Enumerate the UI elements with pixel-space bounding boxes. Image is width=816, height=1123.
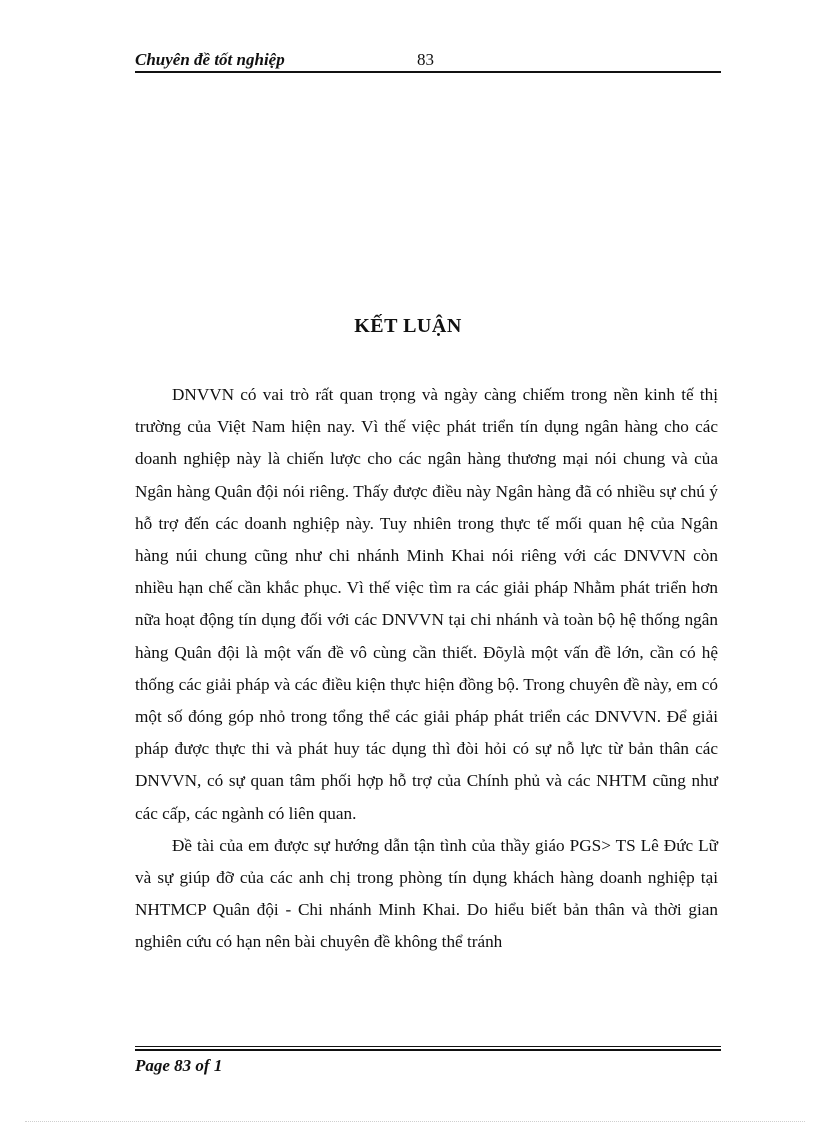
header-title: Chuyên đề tốt nghiệp: [135, 50, 285, 69]
paragraph: Đề tài của em được sự hướng dẫn tận tình của thầy giáo PGS> TS Lê Đức Lữ và sự giúp đỡ của các anh chị trong phòng tín dụng khách hàng doanh nghiệp tại NHTMCP Quân đội - Chi nhánh Minh Khai. Do hiểu biết bản thân và thời gian nghiên cứu có hạn nên bài chuyên đề không thể tránh: [135, 835, 718, 952]
footer-rule: [135, 1046, 721, 1051]
page-header: [135, 48, 721, 72]
header-rule: [135, 71, 721, 73]
section-heading: KẾT LUẬN: [354, 315, 462, 337]
page-edge-divider: [25, 1121, 805, 1122]
paragraph: DNVVN có vai trò rất quan trọng và ngày càng chiếm trong nền kinh tế thị trường của Việt Nam hiện nay. Vì thế việc phát triển tín dụng ngân hàng cho các doanh nghiệp này là chiến lược cho các ngân hàng thương mại nói chung và của Ngân hàng Quân đội nói riêng. Thấy được điều này Ngân hàng đã có nhiều sự chú ý hỗ trợ đến các doanh nghiệp này. Tuy nhiên trong thực tế mối quan hệ của Ngân hàng núi chung cũng như chi nhánh Minh Khai nói riêng với các DNVVN còn nhiều hạn chế cần khắc phục. Vì thế việc tìm ra các giải pháp Nhằm phát triển hơn nữa hoạt động tín dụng đối với các DNVVN tại chi nhánh và toàn bộ hệ thống ngân hàng Quân đội là một vấn đề vô cùng cần thiết. Đõylà một vấn đề lớn, cần có hệ thống các giải pháp và các điều kiện thực hiện đồng bộ. Trong chuyên đề này, em có một số đóng góp nhỏ trong tổng thể các giải pháp phát triển các DNVVN. Để giải pháp được thực thi và phát huy tác dụng thì đòi hỏi có sự nỗ lực từ bản thân các DNVVN, có sự quan tâm phối hợp hỗ trợ của Chính phủ và các NHTM cũng như các cấp, các ngành có liên quan.: [135, 385, 718, 823]
header-page-number: 83: [417, 50, 434, 69]
body-text: [135, 379, 718, 959]
footer-page-label: Page 83 of 1: [135, 1056, 223, 1075]
